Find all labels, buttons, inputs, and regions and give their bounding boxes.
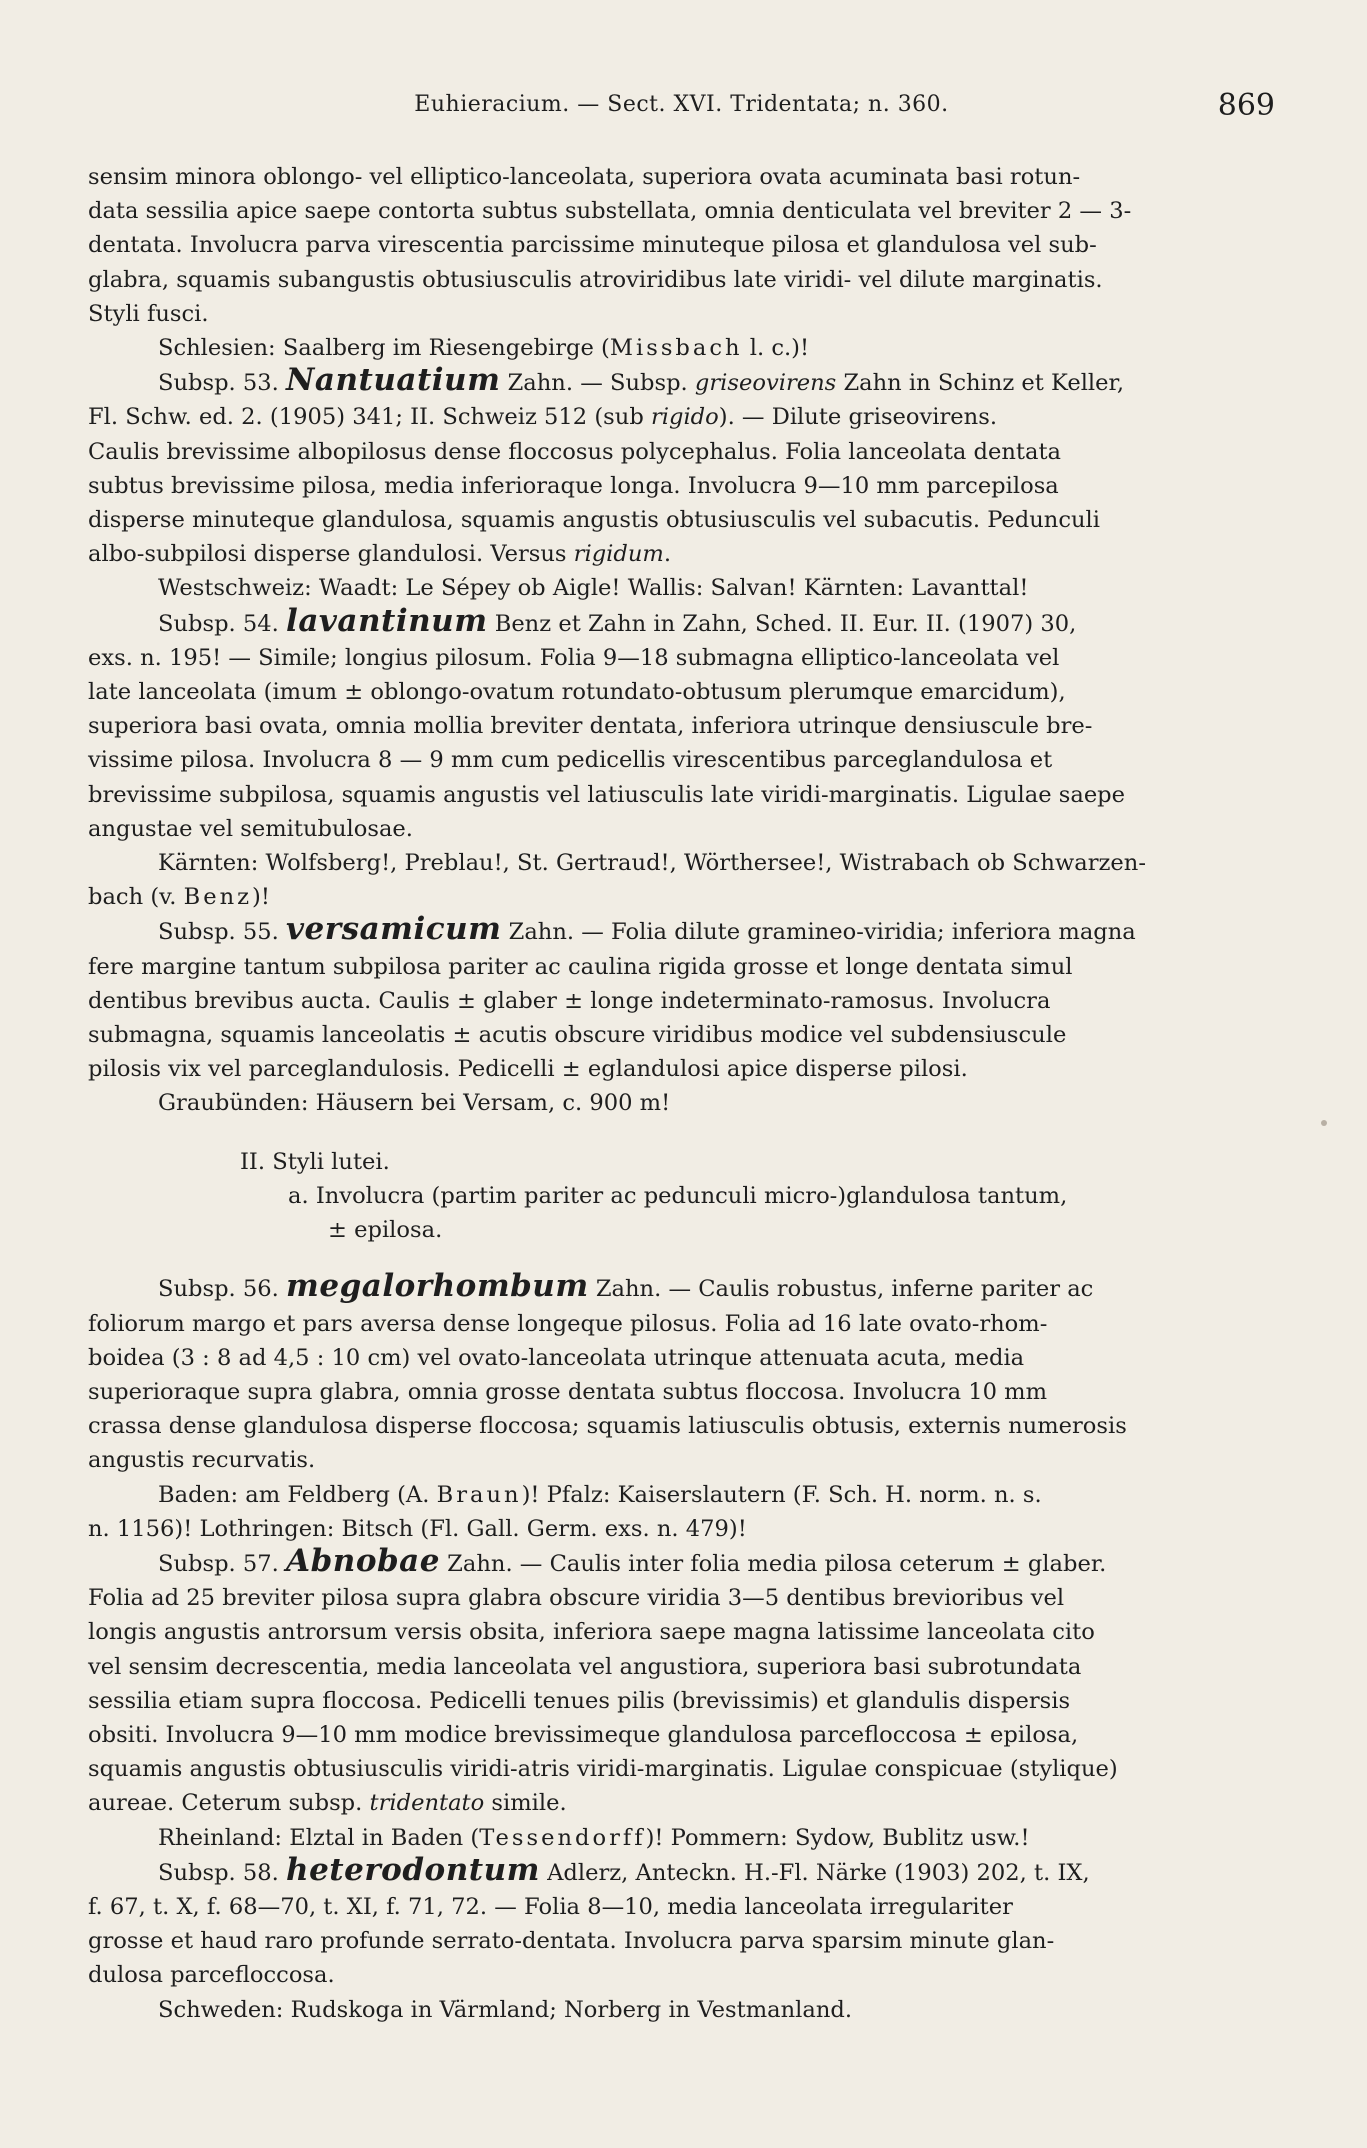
text-line: foliorum margo et pars aversa dense longeque pilosus. Folia ad 16 late ovato-rhom- xyxy=(88,1310,1048,1337)
subspecies-heading: Subsp. 53. Nantuatium Zahn. — Subsp. griseovirens Zahn in Schinz et Keller, xyxy=(158,362,1125,399)
subspecies-heading: Subsp. 56. megalorhombum Zahn. — Caulis robustus, inferne pariter ac xyxy=(158,1268,1094,1305)
text-line: brevissime subpilosa, squamis angustis vel latiusculis late viridi-marginatis. Ligulae saepe xyxy=(88,781,1126,808)
locality-line: Westschweiz: Waadt: Le Sépey ob Aigle! Wallis: Salvan! Kärnten: Lavanttal! xyxy=(158,575,1029,602)
collector-name: Tessendorff xyxy=(479,1824,646,1851)
text-line: sessilia etiam supra floccosa. Pedicelli tenues pilis (brevissimis) et glandulis dispersis xyxy=(88,1687,1071,1714)
locality-line: Schweden: Rudskoga in Värmland; Norberg in Vestmanland. xyxy=(158,1996,853,2023)
subspecies-heading: Subsp. 55. versamicum Zahn. — Folia dilute gramineo-viridia; inferiora magna xyxy=(158,911,1136,948)
locality-line: n. 1156)! Lothringen: Bitsch (Fl. Gall. Germ. exs. n. 479)! xyxy=(88,1515,747,1542)
text-line: vissime pilosa. Involucra 8 — 9 mm cum pedicellis virescentibus parceglandulosa et xyxy=(88,747,1053,774)
subspecies-heading: Subsp. 57. Abnobae Zahn. — Caulis inter folia media pilosa ceterum ± glaber. xyxy=(158,1542,1107,1579)
text-line: boidea (3 : 8 ad 4,5 : 10 cm) vel ovato-lanceolata utrinque attenuata acuta, media xyxy=(88,1344,1025,1371)
text-line: superiora basi ovata, omnia mollia breviter dentata, inferiora utrinque densiuscule bre- xyxy=(88,713,1093,740)
text-line: f. 67, t. X, f. 68—70, t. XI, f. 71, 72. — Folia 8—10, media lanceolata irregulariter xyxy=(88,1893,1013,1920)
text-line: squamis angustis obtusiusculis viridi-atris viridi-marginatis. Ligulae conspicuae (stylique) xyxy=(88,1756,1118,1783)
key-line: a. Involucra (partim pariter ac pedunculi micro-)glandulosa tantum, xyxy=(288,1182,1068,1209)
key-heading: II. Styli lutei. xyxy=(240,1148,390,1175)
text-line: subtus brevissime pilosa, media inferioraque longa. Involucra 9—10 mm parcepilosa xyxy=(88,472,1059,499)
text-line: vel sensim decrescentia, media lanceolata vel angustiora, superiora basi subrotundata xyxy=(88,1653,1082,1680)
taxon-name: lavantinum xyxy=(286,602,488,639)
text-line: glabra, squamis subangustis obtusiusculis atroviridibus late viridi- vel dilute marginatis. xyxy=(88,266,1103,293)
text-line: angustis recurvatis. xyxy=(88,1447,316,1474)
text-line: Caulis brevissime albopilosus dense floccosus polycephalus. Folia lanceolata dentata xyxy=(88,438,1062,465)
text-line: Styli fusci. xyxy=(88,300,209,327)
locality-line: Baden: am Feldberg (A. Braun)! Pfalz: Kaiserslautern (F. Sch. H. norm. n. s. xyxy=(158,1481,1042,1508)
page-number: 869 xyxy=(1217,88,1275,123)
text-line: late lanceolata (imum ± oblongo-ovatum rotundato-obtusum plerumque emarcidum), xyxy=(88,679,1066,706)
text-line: dentata. Involucra parva virescentia parcissime minuteque pilosa et glandulosa vel sub- xyxy=(88,232,1097,259)
text-line: Fl. Schw. ed. 2. (1905) 341; II. Schweiz 512 (sub rigido). — Dilute griseovirens. xyxy=(88,404,998,431)
locality-line: Kärnten: Wolfsberg!, Preblau!, St. Gertraud!, Wörthersee!, Wistrabach ob Schwarzen- xyxy=(158,850,1146,877)
collector-name: Missbach xyxy=(609,335,743,362)
text-line: grosse et haud raro profunde serrato-dentata. Involucra parva sparsim minute glan- xyxy=(88,1928,1055,1955)
text-line: dulosa parcefloccosa. xyxy=(88,1962,335,1989)
page-body xyxy=(88,160,1268,2027)
key-line: ± epilosa. xyxy=(328,1217,443,1244)
taxon-name: Abnobae xyxy=(286,1542,440,1579)
subspecies-heading: Subsp. 54. lavantinum Benz et Zahn in Zahn, Sched. II. Eur. II. (1907) 30, xyxy=(158,602,1077,639)
collector-name: Braun xyxy=(436,1481,522,1508)
text-line: pilosis vix vel parceglandulosis. Pedicelli ± eglandulosi apice disperse pilosi. xyxy=(88,1056,968,1083)
text-line: submagna, squamis lanceolatis ± acutis obscure viridibus modice vel subdensiuscule xyxy=(88,1022,1067,1049)
text-line: albo-subpilosi disperse glandulosi. Versus rigidum. xyxy=(88,541,672,568)
locality-line: Graubünden: Häusern bei Versam, c. 900 m! xyxy=(158,1090,671,1117)
text-line: exs. n. 195! — Simile; longius pilosum. Folia 9—18 submagna elliptico-lanceolata vel xyxy=(88,644,1060,671)
page-header xyxy=(88,88,1275,128)
taxon-name: versamicum xyxy=(286,911,502,948)
text-line: longis angustis antrorsum versis obsita, inferiora saepe magna latissime lanceolata cito xyxy=(88,1619,1095,1646)
locality-line: Schlesien: Saalberg im Riesengebirge (Missbach l. c.)! xyxy=(158,335,810,362)
text-line: sensim minora oblongo- vel elliptico-lanceolata, superiora ovata acuminata basi rotun- xyxy=(88,164,1081,190)
text-line: angustae vel semitubulosae. xyxy=(88,815,413,842)
taxon-name: Nantuatium xyxy=(286,362,501,399)
collector-name: Benz xyxy=(183,884,253,911)
paper-spot xyxy=(1321,1120,1327,1126)
text-line: dentibus brevibus aucta. Caulis ± glaber ± longe indeterminato-ramosus. Involucra xyxy=(88,987,1051,1014)
text-line: disperse minuteque glandulosa, squamis angustis obtusiusculis vel subacutis. Pedunculi xyxy=(88,507,1101,534)
text-line: superioraque supra glabra, omnia grosse dentata subtus floccosa. Involucra 10 mm xyxy=(88,1378,1048,1405)
subspecies-heading: Subsp. 58. heterodontum Adlerz, Anteckn. H.-Fl. Närke (1903) 202, t. IX, xyxy=(158,1851,1090,1888)
taxon-name: megalorhombum xyxy=(286,1268,589,1305)
locality-line: Rheinland: Elztal in Baden (Tessendorff)! Pommern: Sydow, Bublitz usw.! xyxy=(158,1824,1030,1851)
locality-line: bach (v. Benz)! xyxy=(88,884,270,911)
text-line: fere margine tantum subpilosa pariter ac caulina rigida grosse et longe dentata simul xyxy=(88,953,1073,980)
running-head: Euhieracium. — Sect. XVI. Tridentata; n. 360. xyxy=(414,92,949,117)
text-line: data sessilia apice saepe contorta subtus substellata, omnia denticulata vel breviter 2 — 3- xyxy=(88,198,1132,225)
text-line: aureae. Ceterum subsp. tridentato simile. xyxy=(88,1790,567,1817)
text-line: Folia ad 25 breviter pilosa supra glabra obscure viridia 3—5 dentibus brevioribus vel xyxy=(88,1585,1065,1612)
text-line: obsiti. Involucra 9—10 mm modice brevissimeque glandulosa parcefloccosa ± epilosa, xyxy=(88,1721,1079,1748)
taxon-name: heterodontum xyxy=(286,1851,540,1888)
text-line: crassa dense glandulosa disperse floccosa; squamis latiusculis obtusis, externis numerosis xyxy=(88,1413,1127,1440)
